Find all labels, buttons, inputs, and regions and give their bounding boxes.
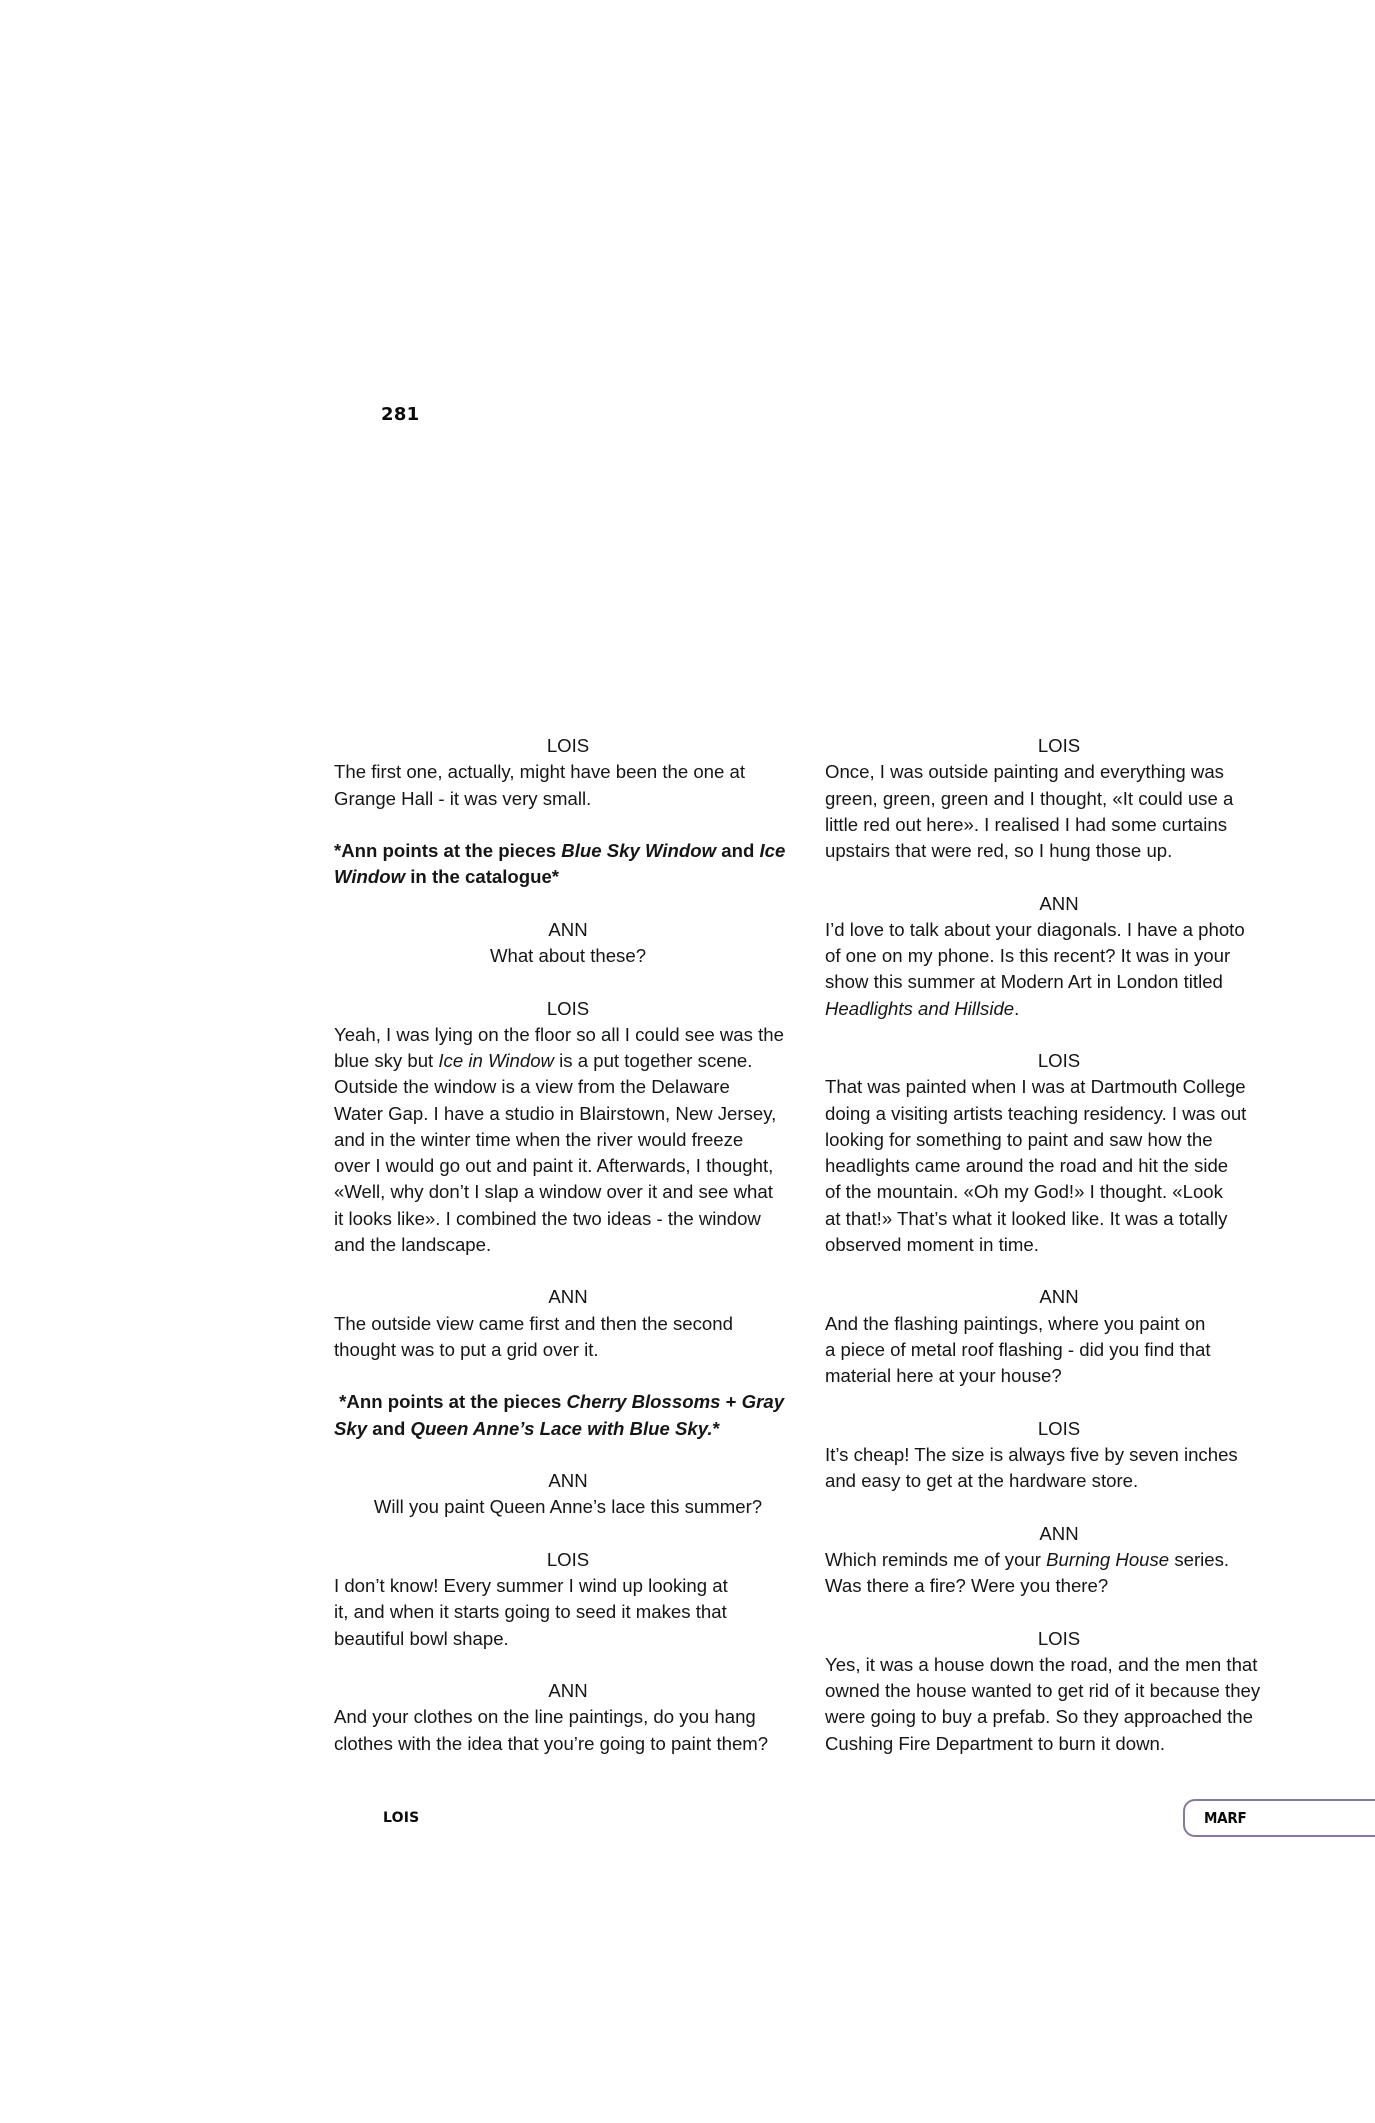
text-run: LOIS — [546, 735, 590, 756]
text-run: What about these? — [489, 945, 647, 966]
text-run: doing a visiting artists teaching residency. I was out — [825, 1102, 1247, 1124]
text-line — [334, 1704, 802, 1730]
artwork-title: Headlights and Hillside — [825, 997, 1015, 1019]
text-line — [334, 1048, 802, 1074]
text-line — [334, 943, 802, 969]
text-run: Once, I was outside painting and everything was — [825, 761, 1224, 783]
artwork-title: Gray — [741, 1391, 785, 1413]
text-line — [334, 1127, 802, 1153]
text-line — [825, 1442, 1293, 1468]
text-line — [825, 996, 1293, 1022]
text-line — [825, 1048, 1293, 1074]
text-line — [825, 1311, 1293, 1337]
text-line — [825, 786, 1293, 812]
text-run: And the flashing paintings, where you paint on — [825, 1312, 1206, 1334]
footer-publication-label: MARF — [1204, 1809, 1247, 1827]
text-run: Which reminds me of your — [825, 1548, 1047, 1570]
text-line — [334, 759, 802, 785]
text-run: ANN — [548, 1286, 588, 1308]
speech-paragraph — [334, 1022, 802, 1258]
text-line — [334, 1573, 802, 1599]
speech-paragraph — [825, 1442, 1293, 1495]
stage-direction — [334, 1389, 802, 1442]
text-run: series. — [1169, 1548, 1230, 1570]
text-run: clothes with the idea that you’re going to paint them? — [334, 1732, 769, 1754]
speaker-name — [334, 1547, 802, 1573]
speech-paragraph — [334, 1704, 802, 1757]
speech-centered — [334, 1494, 802, 1520]
text-line — [825, 1284, 1293, 1310]
text-line — [334, 917, 802, 943]
text-run: and — [716, 840, 760, 861]
text-line — [334, 1337, 802, 1363]
text-run: and in the winter time when the river would freeze — [334, 1128, 744, 1150]
speaker-name — [334, 1678, 802, 1704]
interview-column-left — [334, 733, 802, 1757]
text-line — [334, 1389, 802, 1415]
text-run: of one on my phone. Is this recent? It was in your — [825, 945, 1231, 966]
text-run: I’d love to talk about your diagonals. I have a photo — [825, 918, 1245, 940]
speaker-name — [334, 917, 802, 943]
paragraph-spacer — [334, 1521, 802, 1547]
text-line — [825, 943, 1293, 969]
text-line — [825, 1127, 1293, 1153]
text-line — [334, 864, 802, 890]
text-run: in the catalogue* — [405, 866, 560, 888]
paragraph-spacer — [334, 891, 802, 917]
text-run: Yes, it was a house down the road, and the men that — [825, 1653, 1258, 1675]
text-run: Was there a fire? Were you there? — [825, 1575, 1109, 1596]
paragraph-spacer — [825, 1258, 1293, 1284]
text-line — [825, 1206, 1293, 1232]
artwork-title: Ice in Window — [438, 1050, 554, 1071]
speaker-name — [825, 1416, 1293, 1442]
footer-publication-tab — [1183, 1799, 1375, 1837]
paragraph-spacer — [334, 812, 802, 838]
speech-paragraph — [825, 1652, 1293, 1757]
text-line — [334, 838, 802, 864]
text-line — [825, 1521, 1293, 1547]
text-run: ANN — [1039, 892, 1079, 914]
text-line — [334, 1284, 802, 1310]
text-line — [334, 1468, 802, 1494]
text-line — [825, 1153, 1293, 1179]
paragraph-spacer — [334, 969, 802, 995]
speech-centered — [334, 943, 802, 969]
text-run: + — [720, 1391, 742, 1413]
text-line — [334, 996, 802, 1022]
text-line — [825, 969, 1293, 995]
page-number: 281 — [381, 404, 420, 425]
text-run: ANN — [548, 1470, 588, 1491]
text-run: it looks like». I combined the two ideas - the window — [334, 1207, 761, 1229]
text-run: is a put together scene. — [553, 1050, 753, 1071]
speaker-name — [334, 996, 802, 1022]
text-run: Cushing Fire Department to burn it down. — [825, 1732, 1166, 1754]
speaker-name — [334, 1284, 802, 1310]
text-line — [334, 1074, 802, 1100]
text-run: at that!» That’s what it looked like. It was a totally — [825, 1207, 1228, 1229]
paragraph-spacer — [334, 1363, 802, 1389]
speech-paragraph — [334, 1311, 802, 1364]
text-line — [825, 1232, 1293, 1258]
text-line — [825, 917, 1293, 943]
text-run: LOIS — [1037, 735, 1081, 756]
text-line — [334, 1599, 802, 1625]
artwork-title: Burning House — [1046, 1548, 1170, 1570]
text-run: headlights came around the road and hit the side — [825, 1155, 1229, 1176]
text-line — [334, 1626, 802, 1652]
artwork-title: Cherry Blossoms — [566, 1391, 721, 1413]
text-run: ANN — [548, 1680, 588, 1701]
text-run: Outside the window is a view from the Delaware — [334, 1076, 730, 1098]
text-run: The outside view came first and then the second — [334, 1312, 733, 1334]
text-line — [334, 1547, 802, 1573]
paragraph-spacer — [334, 1652, 802, 1678]
speech-paragraph — [825, 1547, 1293, 1600]
speech-paragraph — [334, 1573, 802, 1652]
text-line — [825, 733, 1293, 759]
speaker-name — [825, 1048, 1293, 1074]
text-line — [334, 1153, 802, 1179]
footer-section-label: LOIS — [383, 1810, 420, 1826]
text-run: *Ann points at the pieces — [334, 840, 562, 861]
text-run: little red out here». I realised I had some curtains — [825, 813, 1228, 835]
text-run: thought was to put a grid over it. — [334, 1338, 599, 1360]
text-run: I don’t know! Every summer I wind up looking at — [334, 1575, 728, 1596]
text-run: of the mountain. «Oh my God!» I thought. «Look — [825, 1181, 1223, 1203]
text-run: it, and when it starts going to seed it makes that — [334, 1601, 727, 1623]
text-run: ANN — [1039, 1522, 1079, 1544]
text-run: a piece of metal roof flashing - did you find that — [825, 1338, 1211, 1360]
speech-paragraph — [334, 759, 802, 812]
text-line — [825, 1179, 1293, 1205]
text-line — [825, 1547, 1293, 1573]
artwork-title: Ice — [759, 840, 786, 861]
text-run: Grange Hall - it was very small. — [334, 787, 592, 809]
text-run: were going to buy a prefab. So they approached the — [825, 1706, 1253, 1728]
text-run: and — [367, 1417, 411, 1439]
speaker-name — [825, 1521, 1293, 1547]
text-line — [825, 891, 1293, 917]
text-run: green, green, green and I thought, «It could use a — [825, 787, 1234, 809]
text-run: and easy to get at the hardware store. — [825, 1470, 1139, 1491]
text-line — [334, 1206, 802, 1232]
speaker-name — [334, 1468, 802, 1494]
speaker-name — [825, 891, 1293, 917]
text-run: upstairs that were red, so I hung those up. — [825, 840, 1173, 861]
text-run: blue sky but — [334, 1050, 439, 1071]
text-line — [334, 1232, 802, 1258]
text-line — [825, 812, 1293, 838]
text-run: *Ann points at the pieces — [334, 1391, 567, 1413]
text-run: * — [712, 1417, 720, 1439]
text-run: material here at your house? — [825, 1365, 1062, 1386]
text-line — [334, 733, 802, 759]
speaker-name — [825, 1284, 1293, 1310]
paragraph-spacer — [825, 1389, 1293, 1415]
paragraph-spacer — [334, 1442, 802, 1468]
text-line — [825, 1731, 1293, 1757]
text-run: That was painted when I was at Dartmouth College — [825, 1076, 1246, 1098]
speaker-name — [825, 1626, 1293, 1652]
text-run: The first one, actually, might have been the one at — [334, 761, 746, 783]
text-run: And your clothes on the line paintings, do you hang — [334, 1706, 756, 1728]
text-run: Yeah, I was lying on the floor so all I could see was the — [334, 1023, 784, 1045]
stage-direction — [334, 838, 802, 891]
text-line — [825, 1704, 1293, 1730]
text-line — [334, 1494, 802, 1520]
speech-paragraph — [825, 1074, 1293, 1258]
text-line — [334, 1731, 802, 1757]
text-line — [825, 1573, 1293, 1599]
text-run: It’s cheap! The size is always five by seven inches — [825, 1443, 1238, 1465]
speech-paragraph — [825, 917, 1293, 1022]
paragraph-spacer — [825, 1494, 1293, 1520]
text-line — [825, 1363, 1293, 1389]
paragraph-spacer — [825, 864, 1293, 890]
text-line — [334, 1311, 802, 1337]
text-run: LOIS — [1037, 1627, 1081, 1649]
speech-paragraph — [825, 1311, 1293, 1390]
speech-paragraph — [825, 759, 1293, 864]
artwork-title: Blue Sky Window — [561, 840, 717, 861]
artwork-title: Queen Anne’s Lace with Blue Sky. — [410, 1417, 713, 1439]
speaker-name — [825, 733, 1293, 759]
text-line — [334, 786, 802, 812]
paragraph-spacer — [825, 1022, 1293, 1048]
text-line — [825, 1626, 1293, 1652]
speaker-name — [334, 733, 802, 759]
text-line — [825, 1468, 1293, 1494]
interview-column-right — [825, 733, 1293, 1757]
text-line — [334, 1678, 802, 1704]
text-line — [825, 1652, 1293, 1678]
paragraph-spacer — [825, 1599, 1293, 1625]
text-run: ANN — [548, 918, 588, 940]
artwork-title: Window — [334, 866, 406, 888]
text-line — [334, 1416, 802, 1442]
text-line — [334, 1022, 802, 1048]
text-run: Water Gap. I have a studio in Blairstown, New Jersey, — [334, 1102, 777, 1124]
text-line — [334, 1179, 802, 1205]
text-run: LOIS — [546, 1548, 590, 1570]
paragraph-spacer — [334, 1258, 802, 1284]
text-line — [825, 1678, 1293, 1704]
artwork-title: Sky — [334, 1417, 368, 1439]
text-run: . — [1014, 997, 1020, 1019]
text-run: observed moment in time. — [825, 1233, 1039, 1255]
text-line — [825, 759, 1293, 785]
text-run: «Well, why don’t I slap a window over it and see what — [334, 1181, 773, 1203]
text-run: owned the house wanted to get rid of it because they — [825, 1680, 1261, 1701]
text-line — [825, 1337, 1293, 1363]
text-run: over I would go out and paint it. Afterwards, I thought, — [334, 1155, 774, 1176]
text-run: looking for something to paint and saw how the — [825, 1128, 1213, 1150]
text-run: LOIS — [546, 997, 590, 1019]
text-line — [825, 1416, 1293, 1442]
text-run: Will you paint Queen Anne’s lace this summer? — [373, 1496, 763, 1518]
text-line — [825, 1074, 1293, 1100]
text-run: LOIS — [1037, 1050, 1081, 1071]
text-run: and the landscape. — [334, 1233, 492, 1255]
text-run: show this summer at Modern Art in London titled — [825, 971, 1223, 993]
text-run: ANN — [1039, 1286, 1079, 1308]
text-run: beautiful bowl shape. — [334, 1627, 509, 1649]
text-line — [825, 1101, 1293, 1127]
text-run: LOIS — [1037, 1417, 1081, 1439]
text-line — [334, 1101, 802, 1127]
text-line — [825, 838, 1293, 864]
